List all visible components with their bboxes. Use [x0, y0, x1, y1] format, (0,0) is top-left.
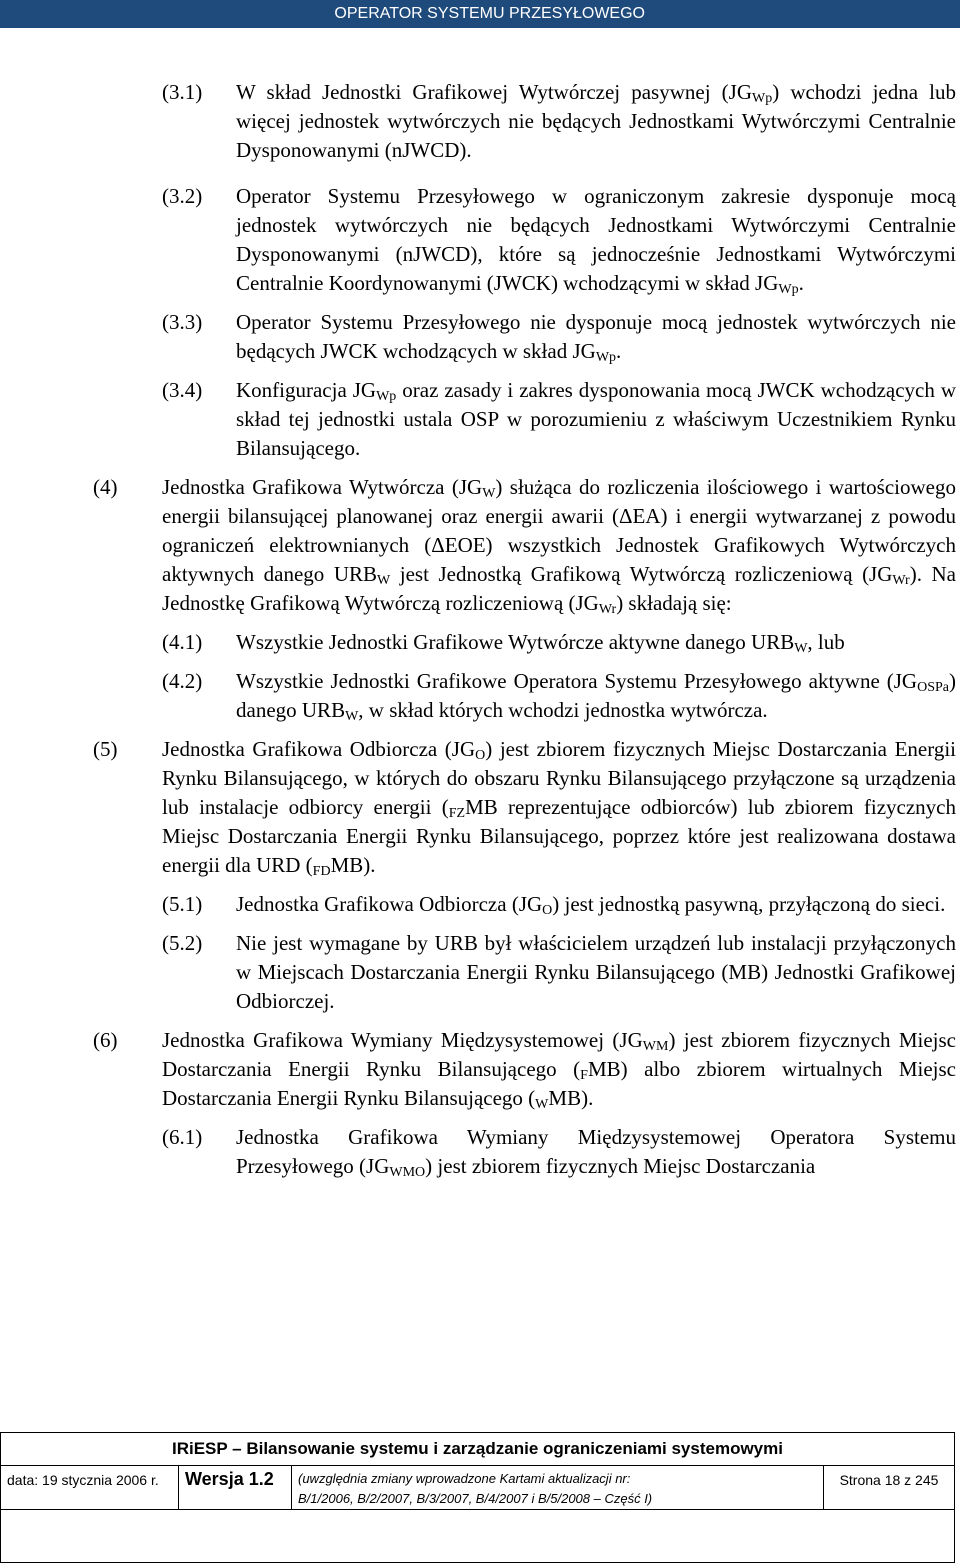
paragraph-text: Jednostka Grafikowa Wymiany Międzysystemowej Operatora Systemu Przesyłowego $(JG_{WMO})$ jest zbiorem fizycznych Miejsc Dostarczania [236, 1125, 956, 1180]
paragraph-5 [93, 735, 956, 880]
paragraph-number: (3.3) [162, 310, 203, 334]
paragraph-text: Konfiguracja $JG_{Wp}$ oraz zasady i zakres dysponowania mocą JWCK wchodzących w skład tej jednostki ustala OSP w porozumieniu z właściwym Uczestnikiem Rynku Bilansującego. [236, 378, 956, 460]
paragraph-number: (3.1) [162, 80, 203, 104]
document-body [0, 78, 960, 1181]
paragraph-5-1 [162, 890, 956, 919]
paragraph-text: Nie jest wymagane by URB był właścicielem urządzeń lub instalacji przyłączonych w Miejscach Dostarczania Energii Rynku Bilansującego (MB) Jednostki Grafikowej Odbiorczej. [236, 931, 956, 1013]
paragraph-3-1 [162, 78, 956, 165]
paragraph-text: Jednostka Grafikowa Wymiany Międzysystemowej $(JG_{WM})$ jest zbiorem fizycznych Miejsc Dostarczania Energii Rynku Bilansującego $(_FMB)$ albo zbiorem wirtualnych Miejsc Dostarczania Energii Rynku Bilansującego $(_WMB)$. [162, 1028, 956, 1112]
footer-date: data: 19 stycznia 2006 r. [1, 1466, 179, 1510]
paragraph-text: W skład Jednostki Grafikowej Wytwórczej pasywnej $(JG_{Wp})$ wchodzi jedna lub więcej jednostek wytwórczych nie będących Jednostkami Wytwórczymi Centralnie Dysponowanymi (nJWCD). [236, 80, 956, 162]
paragraph-5-2 [162, 929, 956, 1016]
paragraph-6-1 [162, 1123, 956, 1181]
paragraph-number: (4) [93, 475, 118, 499]
header-title: OPERATOR SYSTEMU PRZESYŁOWEGO [334, 5, 645, 22]
paragraph-4-2 [162, 667, 956, 725]
paragraph-number: (4.2) [162, 669, 203, 693]
footer-note [292, 1466, 824, 1510]
paragraph-3-4 [162, 376, 956, 463]
paragraph-number: (3.4) [162, 378, 203, 402]
footer-version: Wersja 1.2 [179, 1466, 292, 1510]
paragraph-4 [93, 473, 956, 618]
paragraph-text: Wszystkie Jednostki Grafikowe Operatora Systemu Przesyłowego aktywne $(JG_{OSPa})$ danego $URB_W$, w skład których wchodzi jednostka wytwórcza. [236, 669, 956, 724]
paragraph-text: Jednostka Grafikowa Odbiorcza $(JG_O)$ jest zbiorem fizycznych Miejsc Dostarczania Energii Rynku Bilansującego, w których do obszaru Rynku Bilansującego przyłączone są urządzenia lub instalacje odbiorcy energii ($_{FZ}MB$ reprezentujące odbiorców) lub zbiorem fizycznych Miejsc Dostarczania Energii Rynku Bilansującego, poprzez które jest realizowana dostawa energii dla URD $(_{FD}MB)$. [162, 737, 956, 879]
footer-blank-row [1, 1510, 955, 1563]
paragraph-number: (4.1) [162, 630, 203, 654]
paragraph-text: Wszystkie Jednostki Grafikowe Wytwórcze aktywne danego $URB_W$, lub [236, 630, 845, 656]
paragraph-number: (5.2) [162, 931, 203, 955]
paragraph-text: Operator Systemu Przesyłowego w ograniczonym zakresie dysponuje mocą jednostek wytwórczych nie będących Jednostkami Wytwórczymi Centralnie Dysponowanymi (nJWCD), które są jednocześnie Jednostkami Wytwórczymi Centralnie Koordynowanymi (JWCK) wchodzącymi w skład $JG_{Wp}$. [236, 184, 956, 297]
paragraph-number: (6) [93, 1028, 118, 1052]
paragraph-number: (3.2) [162, 184, 203, 208]
paragraph-6 [93, 1026, 956, 1113]
paragraph-text: Jednostka Grafikowa Odbiorcza $(JG_O)$ jest jednostką pasywną, przyłączoną do sieci. [236, 892, 946, 918]
document-header [0, 0, 960, 28]
footer-page-number: Strona 18 z 245 [824, 1466, 955, 1510]
paragraph-4-1 [162, 628, 956, 657]
paragraph-3-2 [162, 182, 956, 298]
paragraph-3-3 [162, 308, 956, 366]
footer-note-line: B/1/2006, B/2/2007, B/3/2007, B/4/2007 i B/5/2008 – Część I) [298, 1491, 653, 1506]
paragraph-number: (5.1) [162, 892, 203, 916]
paragraph-text: Operator Systemu Przesyłowego nie dysponuje mocą jednostek wytwórczych nie będących JWCK wchodzących w skład $JG_{Wp}$. [236, 310, 956, 365]
paragraph-number: (6.1) [162, 1125, 203, 1149]
footer-note-line: (uwzględnia zmiany wprowadzone Kartami aktualizacji nr: [298, 1471, 631, 1486]
document-footer [0, 1432, 955, 1563]
paragraph-text: Jednostka Grafikowa Wytwórcza $(JG_W)$ służąca do rozliczenia ilościowego i wartościowego energii bilansującej planowanej oraz energii awarii (ΔEA) i energii wytwarzanej z powodu ograniczeń elektrownianych (ΔEOE) wszystkich Jednostek Grafikowych Wytwórczych aktywnych danego $URB_W$ jest Jednostką Grafikową Wytwórczą rozliczeniową $(JG_{Wr})$. Na Jednostkę Grafikową Wytwórczą rozliczeniową $(JG_{Wr})$ składają się: [162, 475, 956, 617]
footer-title: IRiESP – Bilansowanie systemu i zarządzanie ograniczeniami systemowymi [1, 1433, 955, 1466]
paragraph-number: (5) [93, 737, 118, 761]
